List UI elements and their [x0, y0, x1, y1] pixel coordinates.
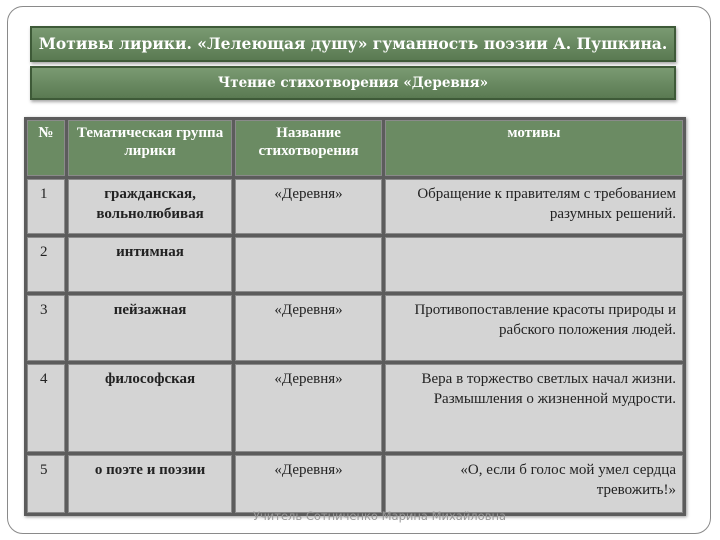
column-header-number: № — [27, 120, 65, 176]
row-number: 3 — [27, 295, 65, 361]
lyric-group: интимная — [68, 237, 232, 292]
lyric-group: пейзажная — [68, 295, 232, 361]
author-footer: Учитель Сотниченко Марина Михайловна — [253, 509, 507, 523]
table-row — [27, 237, 683, 292]
row-number: 4 — [27, 364, 65, 452]
row-number: 5 — [27, 455, 65, 513]
slide-title: Мотивы лирики. «Лелеющая душу» гуманность поэзии А. Пушкина. — [30, 26, 676, 62]
lyric-group: о поэте и поэзии — [68, 455, 232, 513]
slide-subtitle: Чтение стихотворения «Деревня» — [30, 66, 676, 100]
table-row — [27, 364, 683, 452]
table-header-row — [27, 120, 683, 176]
poem-motive: «О, если б голос мой умел сердца тревожить!» — [385, 455, 683, 513]
poem-title: «Деревня» — [235, 364, 382, 452]
poem-title: «Деревня» — [235, 455, 382, 513]
lyric-group: философская — [68, 364, 232, 452]
column-header-group: Тематическая группа лирики — [68, 120, 232, 176]
column-header-title: Название стихотворения — [235, 120, 382, 176]
column-header-motives: мотивы — [385, 120, 683, 176]
poem-title: «Деревня» — [235, 179, 382, 234]
poem-motive: Вера в торжество светлых начал жизни. Размышления о жизненной мудрости. — [385, 364, 683, 452]
table-row — [27, 455, 683, 513]
poem-title — [235, 237, 382, 292]
lyrics-table — [24, 117, 686, 516]
table-row — [27, 179, 683, 234]
lyric-group: гражданская, вольнолюбивая — [68, 179, 232, 234]
poem-motive: Противопоставление красоты природы и рабского положения людей. — [385, 295, 683, 361]
row-number: 2 — [27, 237, 65, 292]
poem-motive: Обращение к правителям с требованием разумных решений. — [385, 179, 683, 234]
table-row — [27, 295, 683, 361]
poem-motive — [385, 237, 683, 292]
row-number: 1 — [27, 179, 65, 234]
poem-title: «Деревня» — [235, 295, 382, 361]
